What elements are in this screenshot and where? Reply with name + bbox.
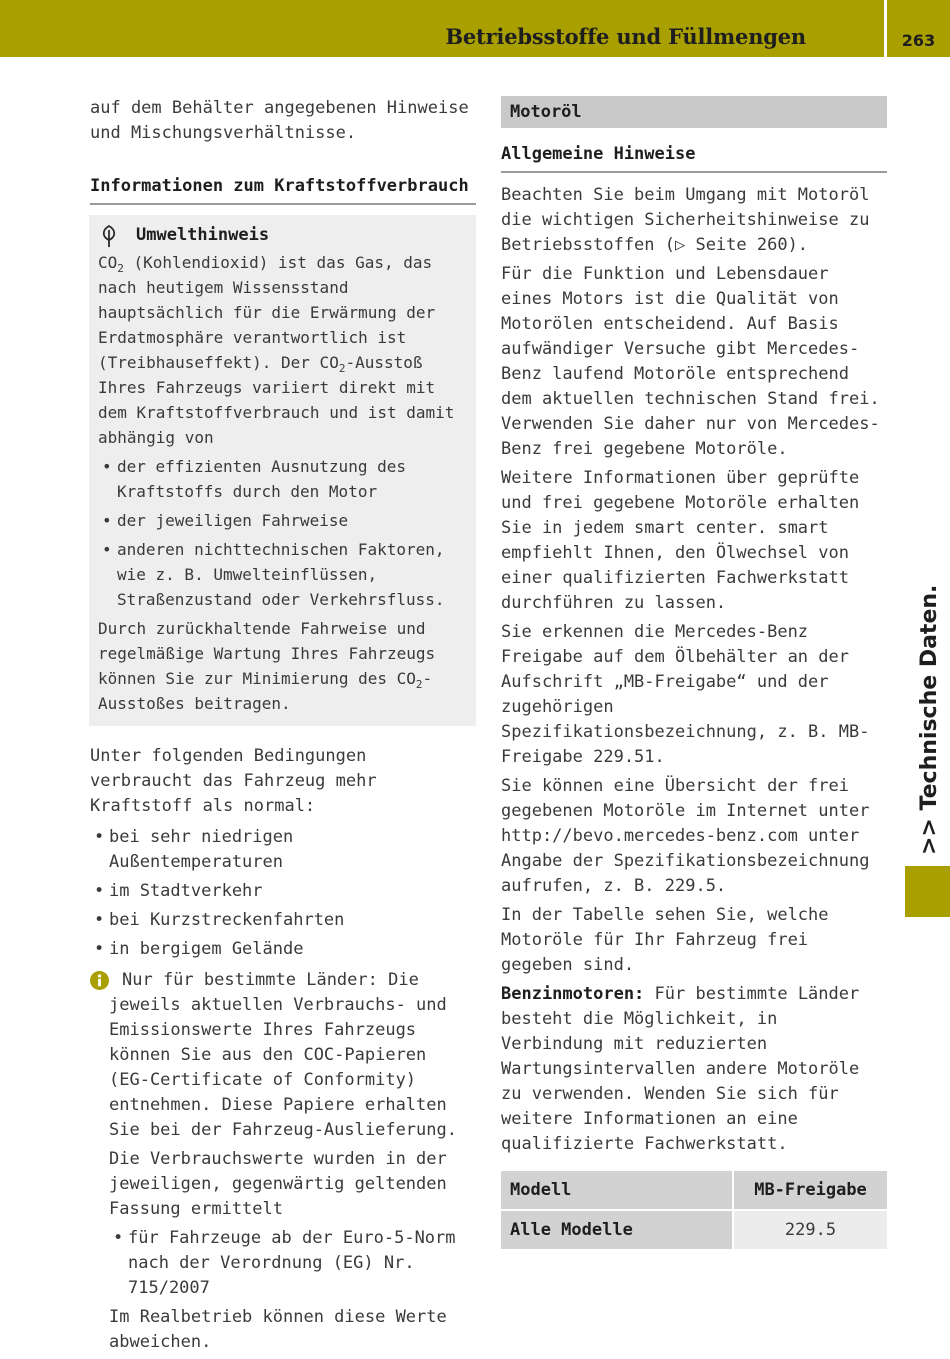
motoroil-paragraph-1: Beachten Sie beim Umgang mit Motoröl die wichtigen Sicherheitshinweise zu Betriebsstoffen (▷ Seite 260).	[501, 185, 870, 255]
table-header-row	[501, 1171, 887, 1209]
environment-note-paragraph-1: $CO_2$ (Kohlendioxid) ist das Gas, das nach heutigem Wissensstand hauptsächlich für die Erwärmung der Erdatmosphäre verantwortlich ist (Treibhauseffekt). Der $CO_2$-Ausstoß Ihres Fahrzeugs variiert direkt mit dem Kraftstoffverbrauch und ist damit abhängig von	[98, 253, 455, 447]
motoroil-paragraph-5: Sie können eine Übersicht der frei gegebenen Motoröle im Internet unter http://bevo.mercedes-benz.com unter Angabe der Spezifikationsbezeichnung aufrufen, z. B. 229.5.	[501, 776, 870, 896]
environment-factors-list	[98, 454, 466, 612]
motoroil-paragraph-3: Weitere Informationen über geprüfte und frei gegebene Motoröle erhalten Sie in jedem smart center. smart empfiehlt Ihnen, den Ölwechsel von einer qualifizierten Fachwerkstatt durchführen zu lassen.	[501, 468, 860, 613]
info-paragraph-1: Nur für bestimmte Länder: Die jeweils aktuellen Verbrauchs- und Emissionswerte Ihres Fahrzeugs können Sie aus den COC-Papieren (EG-Certificate of Conformity) entnehmen. Diese Papiere erhalten Sie bei der Fahrzeug-Auslieferung.	[109, 970, 457, 1140]
list-item: • für Fahrzeuge ab der Euro-5-Norm nach der Verordnung (EG) Nr. 715/2007	[109, 1226, 476, 1301]
page-number: 263	[901, 31, 936, 50]
list-item: • der jeweiligen Fahrweise	[98, 508, 466, 533]
environment-note-paragraph-2: Durch zurückhaltende Fahrweise und regelmäßige Wartung Ihres Fahrzeugs können Sie zur Minimierung des $CO_2$-Ausstoßes beitragen.	[98, 619, 436, 713]
table-row	[501, 1209, 887, 1249]
list-item: • bei Kurzstreckenfahrten	[90, 908, 476, 933]
intro-text: auf dem Behälter angegebenen Hinweise und Mischungsverhältnisse.	[90, 98, 469, 143]
table-header-cell: Modell	[501, 1171, 734, 1209]
motoroil-paragraph-4: Sie erkennen die Mercedes-Benz Freigabe auf dem Ölbehälter an der Aufschrift „MB-Freigabe“ und der zugehörigen Spezifikationsbezeichnung, z. B. MB-Freigabe 229.51.	[501, 622, 870, 767]
list-item: • bei sehr niedrigen Außentemperaturen	[90, 825, 476, 875]
motoroil-paragraph-7: Benzinmotoren: Für bestimmte Länder besteht die Möglichkeit, in Verbindung mit reduzierten Wartungsintervallen andere Motoröle zu verwenden. Wenden Sie sich für weitere Informationen an eine qualifizierte Fachwerkstatt.	[501, 984, 860, 1154]
info-paragraph-2: Die Verbrauchswerte wurden in der jeweiligen, gegenwärtig geltenden Fassung ermittelt	[109, 1149, 447, 1219]
table-cell: Alle Modelle	[501, 1209, 734, 1249]
info-list	[109, 1226, 476, 1301]
list-item: • der effizienten Ausnutzung des Kraftstoffs durch den Motor	[98, 454, 466, 504]
info-note	[90, 968, 476, 1355]
section-title-motoroil: Motoröl	[501, 96, 887, 128]
environment-note-title-text: Umwelthinweis	[136, 225, 270, 245]
header-bar	[0, 0, 884, 57]
motoroil-paragraph-2: Für die Funktion und Lebensdauer eines Motors ist die Qualität von Motorölen entscheidend. Auf Basis aufwändiger Versuche gibt Mercedes-Benz laufend Motoröle entsprechend dem aktuellen technischen Stand frei. Verwenden Sie daher nur von Mercedes-Benz frei gegebene Motoröle.	[501, 264, 880, 459]
fuel-consumption-heading: Informationen zum Kraftstoffverbrauch	[90, 174, 476, 205]
table-header-cell: MB-Freigabe	[734, 1171, 887, 1209]
list-item: • im Stadtverkehr	[90, 879, 476, 904]
page-number-box	[887, 0, 950, 57]
side-tab-marker	[905, 866, 950, 917]
leaf-icon	[98, 224, 120, 248]
conditions-list	[90, 825, 476, 962]
left-column	[90, 96, 476, 1359]
environment-note-title	[98, 223, 466, 248]
general-notes-heading: Allgemeine Hinweise	[501, 142, 887, 173]
info-paragraph-3: Im Realbetrieb können diese Werte abweichen.	[109, 1307, 447, 1352]
list-item: • in bergigem Gelände	[90, 937, 476, 962]
table-cell: 229.5	[734, 1209, 887, 1249]
list-item: • anderen nichttechnischen Faktoren, wie z. B. Umwelteinflüssen, Straßenzustand oder Verkehrsfluss.	[98, 537, 466, 612]
motoroil-paragraph-6: In der Tabelle sehen Sie, welche Motoröle für Ihr Fahrzeug frei gegeben sind.	[501, 905, 829, 975]
header-title: Betriebsstoffe und Füllmengen	[445, 24, 806, 49]
conditions-intro: Unter folgenden Bedingungen verbraucht das Fahrzeug mehr Kraftstoff als normal:	[90, 746, 377, 816]
environment-note-box	[89, 215, 476, 726]
mb-approval-table	[501, 1171, 887, 1249]
right-column	[501, 96, 887, 1249]
info-icon	[90, 971, 109, 990]
side-section-label: >> Technische Daten.	[917, 584, 942, 855]
